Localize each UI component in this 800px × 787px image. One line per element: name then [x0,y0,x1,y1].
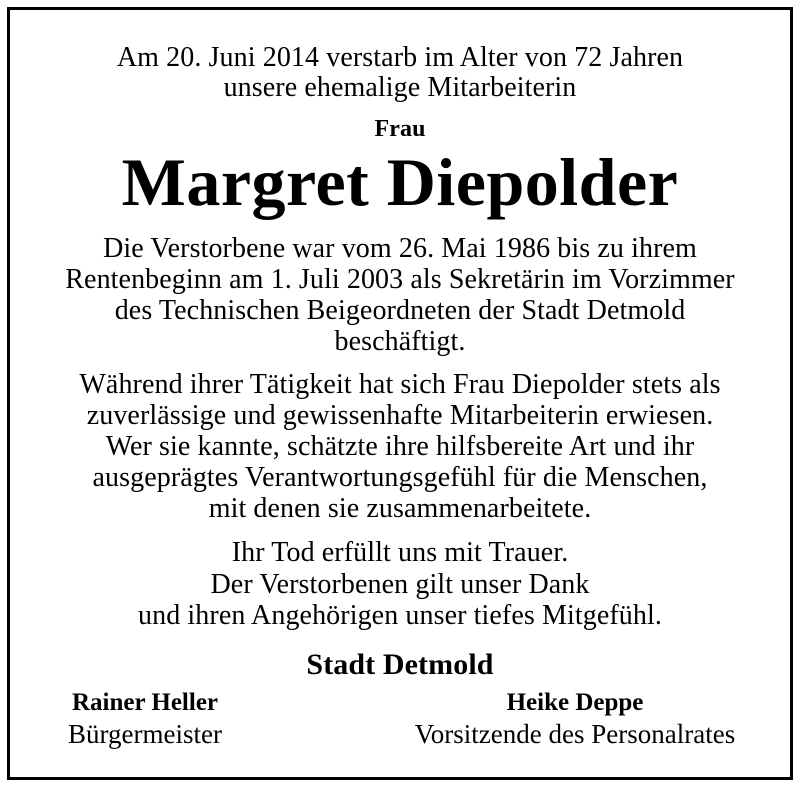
signatory-role: Bürgermeister [68,719,222,749]
signatory-name: Heike Deppe [506,689,644,716]
paragraph-line: Der Verstorbenen gilt unser Dank [210,569,590,600]
paragraph-line: ausgeprägtes Verantwortungsgefühl für die Menschen, [92,462,708,493]
signature-block-left [40,688,250,750]
paragraph-line: Ihr Tod erfüllt uns mit Trauer. [231,537,569,568]
signatory-role: Vorsitzende des Personalrates [414,719,736,749]
paragraph-line: des Technischen Beigeordneten der Stadt Detmold [114,295,686,326]
signatory-name: Rainer Heller [71,689,219,716]
signature-block-right [380,688,770,750]
paragraph-line: mit denen sie zusammenarbeitete. [208,493,592,524]
deceased-name: Margret Diepolder [121,144,679,220]
paragraph-line: beschäftigt. [334,326,466,357]
organization-name: Stadt Detmold [306,648,494,681]
salutation: Frau [374,116,426,142]
intro-line: unsere ehemalige Mitarbeiterin [223,72,577,103]
intro-line: Am 20. Juni 2014 verstarb im Alter von 72 Jahren [116,42,684,73]
paragraph-line: Wer sie kannte, schätzte ihre hilfsbereite Art und ihr [105,431,695,462]
paragraph-line: und ihren Angehörigen unser tiefes Mitgefühl. [138,600,662,631]
paragraph-line: Während ihrer Tätigkeit hat sich Frau Diepolder stets als [79,369,721,400]
paragraph-line: Die Verstorbene war vom 26. Mai 1986 bis zu ihrem [103,233,697,264]
paragraph-line: Rentenbeginn am 1. Juli 2003 als Sekretärin im Vorzimmer [65,264,735,295]
paragraph-line: zuverlässige und gewissenhafte Mitarbeiterin erwiesen. [86,400,714,431]
